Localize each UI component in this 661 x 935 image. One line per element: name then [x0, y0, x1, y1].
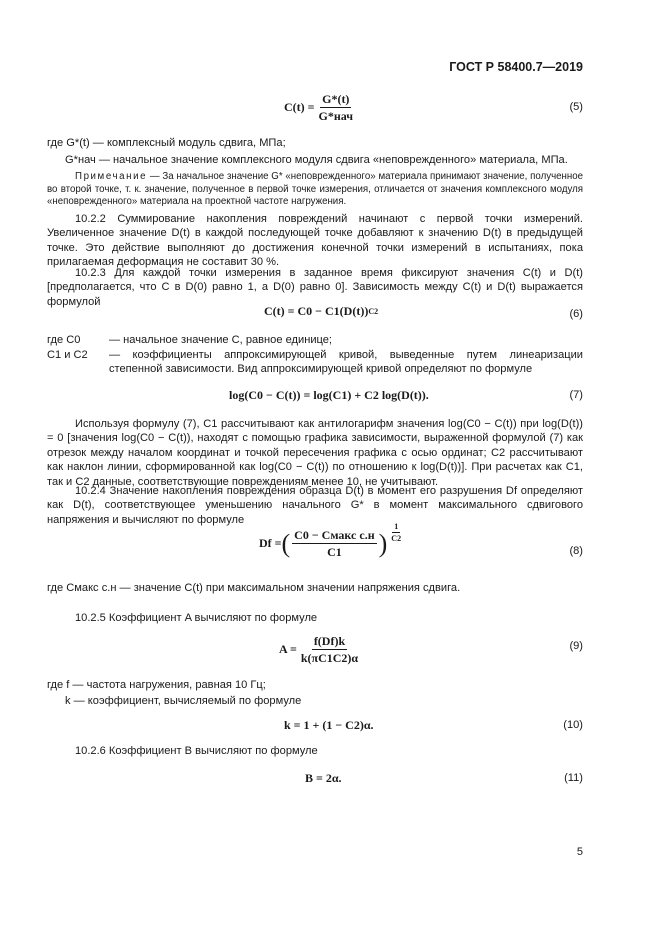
formula-8-denominator: C1 [327, 545, 342, 559]
formula-8-exponent [389, 522, 403, 543]
note-text: — За начальное значение G* «неповрежденного» материала принимают значение, полученное во второй точке, т. к. значение, полученное в первой точке измерения, отличается от значения комплексного модуля «неповрежденного» материала на проектной частоте нагружения. [47, 171, 583, 208]
page-number: 5 [576, 846, 583, 858]
formula-9-fraction [299, 634, 360, 665]
formula-9 [279, 634, 362, 665]
formula-5-denominator: G*нач [318, 109, 354, 123]
definition-c0-symbol: где C0 [47, 334, 81, 346]
formula-8-paren-right: ) [378, 528, 388, 558]
equation-number-11: (11) [564, 772, 583, 784]
formula-9-numerator: f(Df)k [313, 634, 346, 648]
formula-11: B = 2α. [305, 771, 342, 785]
paragraph-10-2-6: 10.2.6 Коэффициент В вычисляют по формуле [75, 745, 318, 757]
formula-10: k = 1 + (1 − C2)α. [284, 718, 374, 732]
definition-c-max: где Cмакс с.н — значение C(t) при максимальном значении напряжения сдвига. [47, 582, 461, 594]
formula-6-exponent: C2 [368, 307, 379, 316]
definition-k: k — коэффициент, вычисляемый по формуле [65, 695, 302, 707]
formula-8-lhs: Df = [259, 536, 282, 550]
formula-8-fraction [292, 528, 376, 559]
formula-9-lhs: A = [279, 642, 297, 656]
definition-c0-text: — начальное значение С, равное единице; [109, 334, 333, 346]
paragraph-10-2-2: 10.2.2 Суммирование накопления повреждений начинают с первой точки измерений. Увеличенное значение D(t) в каждой последующей точке добавляют к значению D(t) в предыдущей точке. Это действие выполняют до достижения конечной точки измерений в испытаниях, пока прилагаемая деформация не составит 30 %. [47, 213, 583, 269]
formula-5-lhs: C(t) = [284, 100, 315, 114]
formula-5-numerator: G*(t) [322, 92, 350, 106]
equation-number-10: (10) [563, 719, 583, 731]
formula-5 [284, 92, 357, 123]
definition-g-star: где G*(t) — комплексный модуль сдвига, МПа; [47, 137, 286, 149]
definition-frequency: где f — частота нагружения, равная 10 Гц; [47, 679, 266, 691]
formula-7: log(C0 − C(t)) = log(C1) + C2 log(D(t)). [229, 388, 429, 402]
formula-8-exponent-denominator: C2 [391, 534, 402, 543]
paragraph-10-2-3: 10.2.3 Для каждой точки измерения в заданное время фиксируют значения C(t) и D(t) [предполагается, что C в D(0) равно 1, а D(0) равно 0]. Зависимость между C(t) и D(t) выражается формулой [47, 267, 583, 308]
formula-8-numerator: C0 − Cмакс с.н [294, 528, 375, 542]
document-header: ГОСТ Р 58400.7—2019 [449, 60, 583, 74]
formula-6 [264, 304, 378, 319]
definition-g-star-initial: G*нач — начальное значение комплексного модуля сдвига «неповрежденного» материала, МПа. [65, 154, 568, 166]
paragraph-10-2-5: 10.2.5 Коэффициент A вычисляют по формуле [75, 612, 318, 624]
formula-9-denominator: k(πC1C2)α [300, 651, 359, 665]
definition-c1-c2-text: — коэффициенты аппроксимирующей кривой, выведенные путем линеаризации степенной зависимости. Вид аппроксимирующей кривой определяют по формуле [109, 349, 583, 376]
equation-number-5: (5) [569, 101, 583, 113]
formula-5-fraction [317, 92, 356, 123]
formula-8-exponent-numerator: 1 [394, 522, 399, 531]
note-paragraph [47, 171, 583, 209]
equation-number-6: (6) [569, 308, 583, 320]
formula-8 [259, 522, 405, 559]
formula-8-paren-left: ( [281, 528, 291, 558]
definition-c1-c2-symbol: C1 и C2 [47, 349, 88, 361]
paragraph-10-2-4: 10.2.4 Значение накопления повреждения образца D(t) в момент его разрушения Df определяют как D(t), соответствующее уменьшению начального G* в момент максимального сдвигового напряжения и вычисляют по формуле [47, 485, 583, 526]
equation-number-7: (7) [569, 389, 583, 401]
equation-number-8: (8) [569, 545, 583, 557]
formula-6-body: C(t) = C0 − C1(D(t)) [264, 304, 369, 318]
paragraph-use-formula-7: Используя формулу (7), C1 рассчитывают как антилогарифм значения log(C0 − C(t)) при log(D(t)) = 0 [значения log(C0 − C(t)), находят с помощью графика зависимости, выраженной формулой (7) как отрезок между началом координат и точкой пересечения графика с осью ординат; C2 рассчитывают как наклон линии, сформированной как log(C0 − C(t)) по отношению к log(D(t))]. При расчетах как C1, так и C2 данные, соответствующие повреждениям менее 10, не учитывают. [47, 418, 583, 488]
note-label: Примечание [75, 171, 148, 182]
equation-number-9: (9) [569, 640, 583, 652]
